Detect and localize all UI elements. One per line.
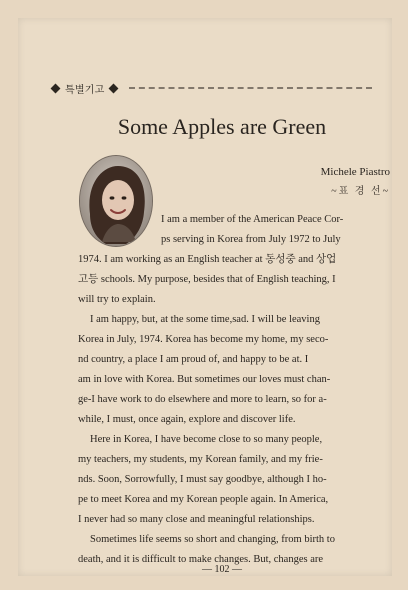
author-korean-name: ~표 경 선~	[331, 186, 390, 197]
section-header	[52, 82, 372, 94]
body-line: death, and it is difficult to make changes. But, changes are	[78, 554, 324, 565]
body-line: while, I must, once again, explore and discover life.	[78, 414, 296, 425]
document-page	[18, 18, 392, 576]
body-line: will try to explain.	[78, 294, 156, 305]
article-title: Some Apples are Green	[117, 114, 327, 139]
body-line: ps serving in Korea from July 1972 to July	[161, 234, 341, 245]
diamond-bullet-icon	[109, 83, 119, 93]
body-line: Korea in July, 1974. Korea has become my home, my seco-	[78, 334, 329, 345]
article-body	[78, 210, 374, 570]
section-label: 특별기고	[65, 84, 105, 96]
body-line: 1974. I am working as an English teacher at 동성중 and 상업	[78, 254, 337, 265]
body-line: nds. Soon, Sorrowfully, I must say goodbye, although I ho-	[78, 474, 327, 485]
body-line: Here in Korea, I have become close to so many people,	[90, 434, 323, 445]
diamond-bullet-icon	[51, 83, 61, 93]
body-line: I never had so many close and meaningful relationships.	[78, 514, 315, 525]
author-name: Michele Piastro	[320, 166, 390, 178]
body-line: ge-I have work to do elsewhere and more to learn, so for a-	[78, 394, 327, 405]
author-block	[248, 166, 390, 197]
body-line: pe to meet Korea and my Korean people again. In America,	[78, 494, 329, 505]
body-line: Sometimes life seems so short and changing, from birth to	[90, 534, 335, 545]
page-number: — 102 —	[202, 564, 242, 575]
body-line: 고등 schools. My purpose, besides that of English teaching, I	[78, 274, 336, 285]
body-line: I am a member of the American Peace Cor-	[161, 214, 344, 225]
body-line: nd country, a place I am proud of, and happy to be at. I	[78, 354, 309, 365]
decorative-dashed-line	[129, 87, 372, 89]
body-line: am in love with Korea. But sometimes our loves must chan-	[78, 374, 331, 385]
body-line: I am happy, but, at the some time,sad. I will be leaving	[90, 314, 320, 325]
body-line: my teachers, my students, my Korean family, and my frie-	[78, 454, 323, 465]
